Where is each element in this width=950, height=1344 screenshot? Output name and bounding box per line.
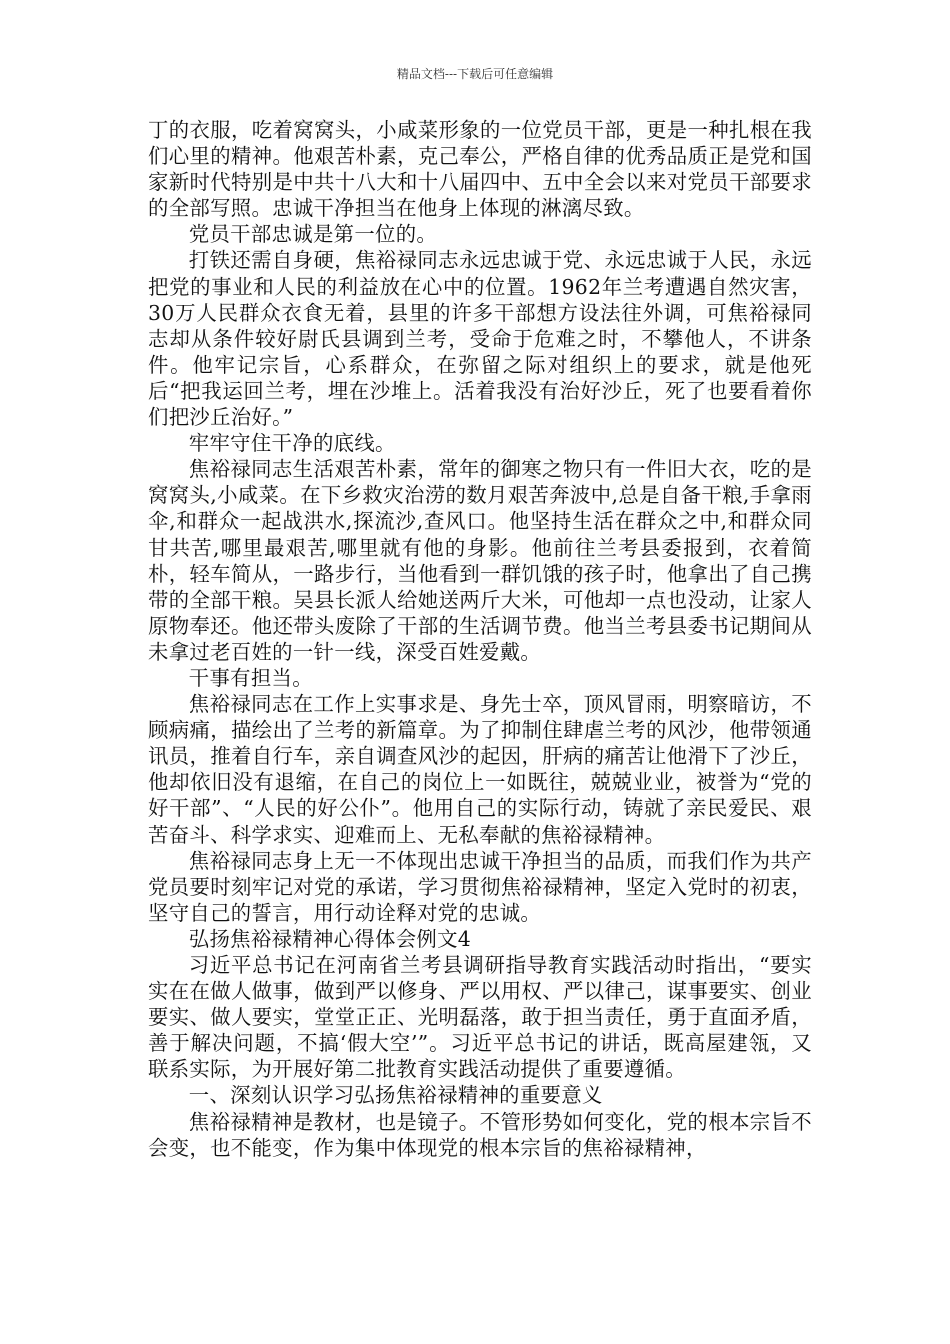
paragraph-10: 习近平总书记在河南省兰考县调研指导教育实践活动时指出，“要实实在在做人做事，做到严以修身、严以用权、严以律己，谋事要实、创业要实、做人要实，堂堂正正、光明磊落，敢于担当责任，勇于直面矛盾，善于解决问题，不搞‘假大空’”。习近平总书记的讲话，既高屋建瓴，又联系实际，为开展好第二批教育实践活动提供了重要遵循。 [148,953,812,1082]
paragraph-3: 打铁还需自身硬，焦裕禄同志永远忠诚于党、永远忠诚于人民，永远把党的事业和人民的利益放在心中的位置。1962年兰考遭遇自然灾害，30万人民群众衣食无着，县里的许多干部想方设法往外调，可焦裕禄同志却从条件较好尉氏县调到兰考，受命于危难之时，不攀他人，不讲条件。他牢记宗旨，心系群众，在弥留之际对组织上的要求，就是他死后“把我运回兰考，埋在沙堆上。活着我没有治好沙丘，死了也要看着你们把沙丘治好。” [148,248,812,430]
paragraph-5: 焦裕禄同志生活艰苦朴素，常年的御寒之物只有一件旧大衣，吃的是窝窝头,小咸菜。在下乡救灾治涝的数月艰苦奔波中,总是自备干粮,手拿雨伞,和群众一起战洪水,探流沙,查风口。他坚持生活在群众之中,和群众同甘共苦,哪里最艰苦,哪里就有他的身影。他前往兰考县委报到，衣着简朴，轻车简从，一路步行，当他看到一群饥饿的孩子时，他拿出了自己携带的全部干粮。吴县长派人给她送两斤大米，可他却一点也没动，让家人原物奉还。他还带头废除了干部的生活调节费。他当兰考县委书记期间从未拿过老百姓的一针一线，深受百姓爱戴。 [148,457,812,664]
paragraph-heading-loyalty: 党员干部忠诚是第一位的。 [188,222,438,247]
paragraph-1: 丁的衣服，吃着窝窝头，小咸菜形象的一位党员干部，更是一种扎根在我们心里的精神。他艰苦朴素，克己奉公，严格自律的优秀品质正是党和国家新时代特别是中共十八大和十八届四中、五中全会以来对党员干部要求的全部写照。忠诚干净担当在他身上体现的淋漓尽致。 [148,118,812,221]
paragraph-heading-clean: 牢牢守住干净的底线。 [188,431,396,456]
section-heading-1: 一、深刻认识学习弘扬焦裕禄精神的重要意义 [188,1083,603,1108]
paragraph-12: 焦裕禄精神是教材，也是镜子。不管形势如何变化，党的根本宗旨不会变，也不能变，作为集中体现党的根本宗旨的焦裕禄精神， [148,1109,812,1160]
section-title-example-4: 弘扬焦裕禄精神心得体会例文4 [188,926,472,951]
paragraph-8: 焦裕禄同志身上无一不体现出忠诚干净担当的品质，而我们作为共产党员要时刻牢记对党的承诺，学习贯彻焦裕禄精神，坚定入党时的初衷，坚守自己的誓言，用行动诠释对党的忠诚。 [148,848,812,925]
document-body [148,117,812,1161]
paragraph-7: 焦裕禄同志在工作上实事求是、身先士卒，顶风冒雨，明察暗访，不顾病痛，描绘出了兰考的新篇章。为了抑制住肆虐兰考的风沙，他带领通讯员，推着自行车，亲自调查风沙的起因，肝病的痛苦让他滑下了沙丘，他却依旧没有退缩，在自己的岗位上一如既往，兢兢业业，被誉为“党的好干部”、“人民的好公仆”。他用自己的实际行动，铸就了亲民爱民、艰苦奋斗、科学求实、迎难而上、无私奉献的焦裕禄精神。 [148,692,812,847]
page-header: 精品文档---下载后可任意编辑 [396,67,554,81]
paragraph-heading-responsibility: 干事有担当。 [188,665,313,690]
